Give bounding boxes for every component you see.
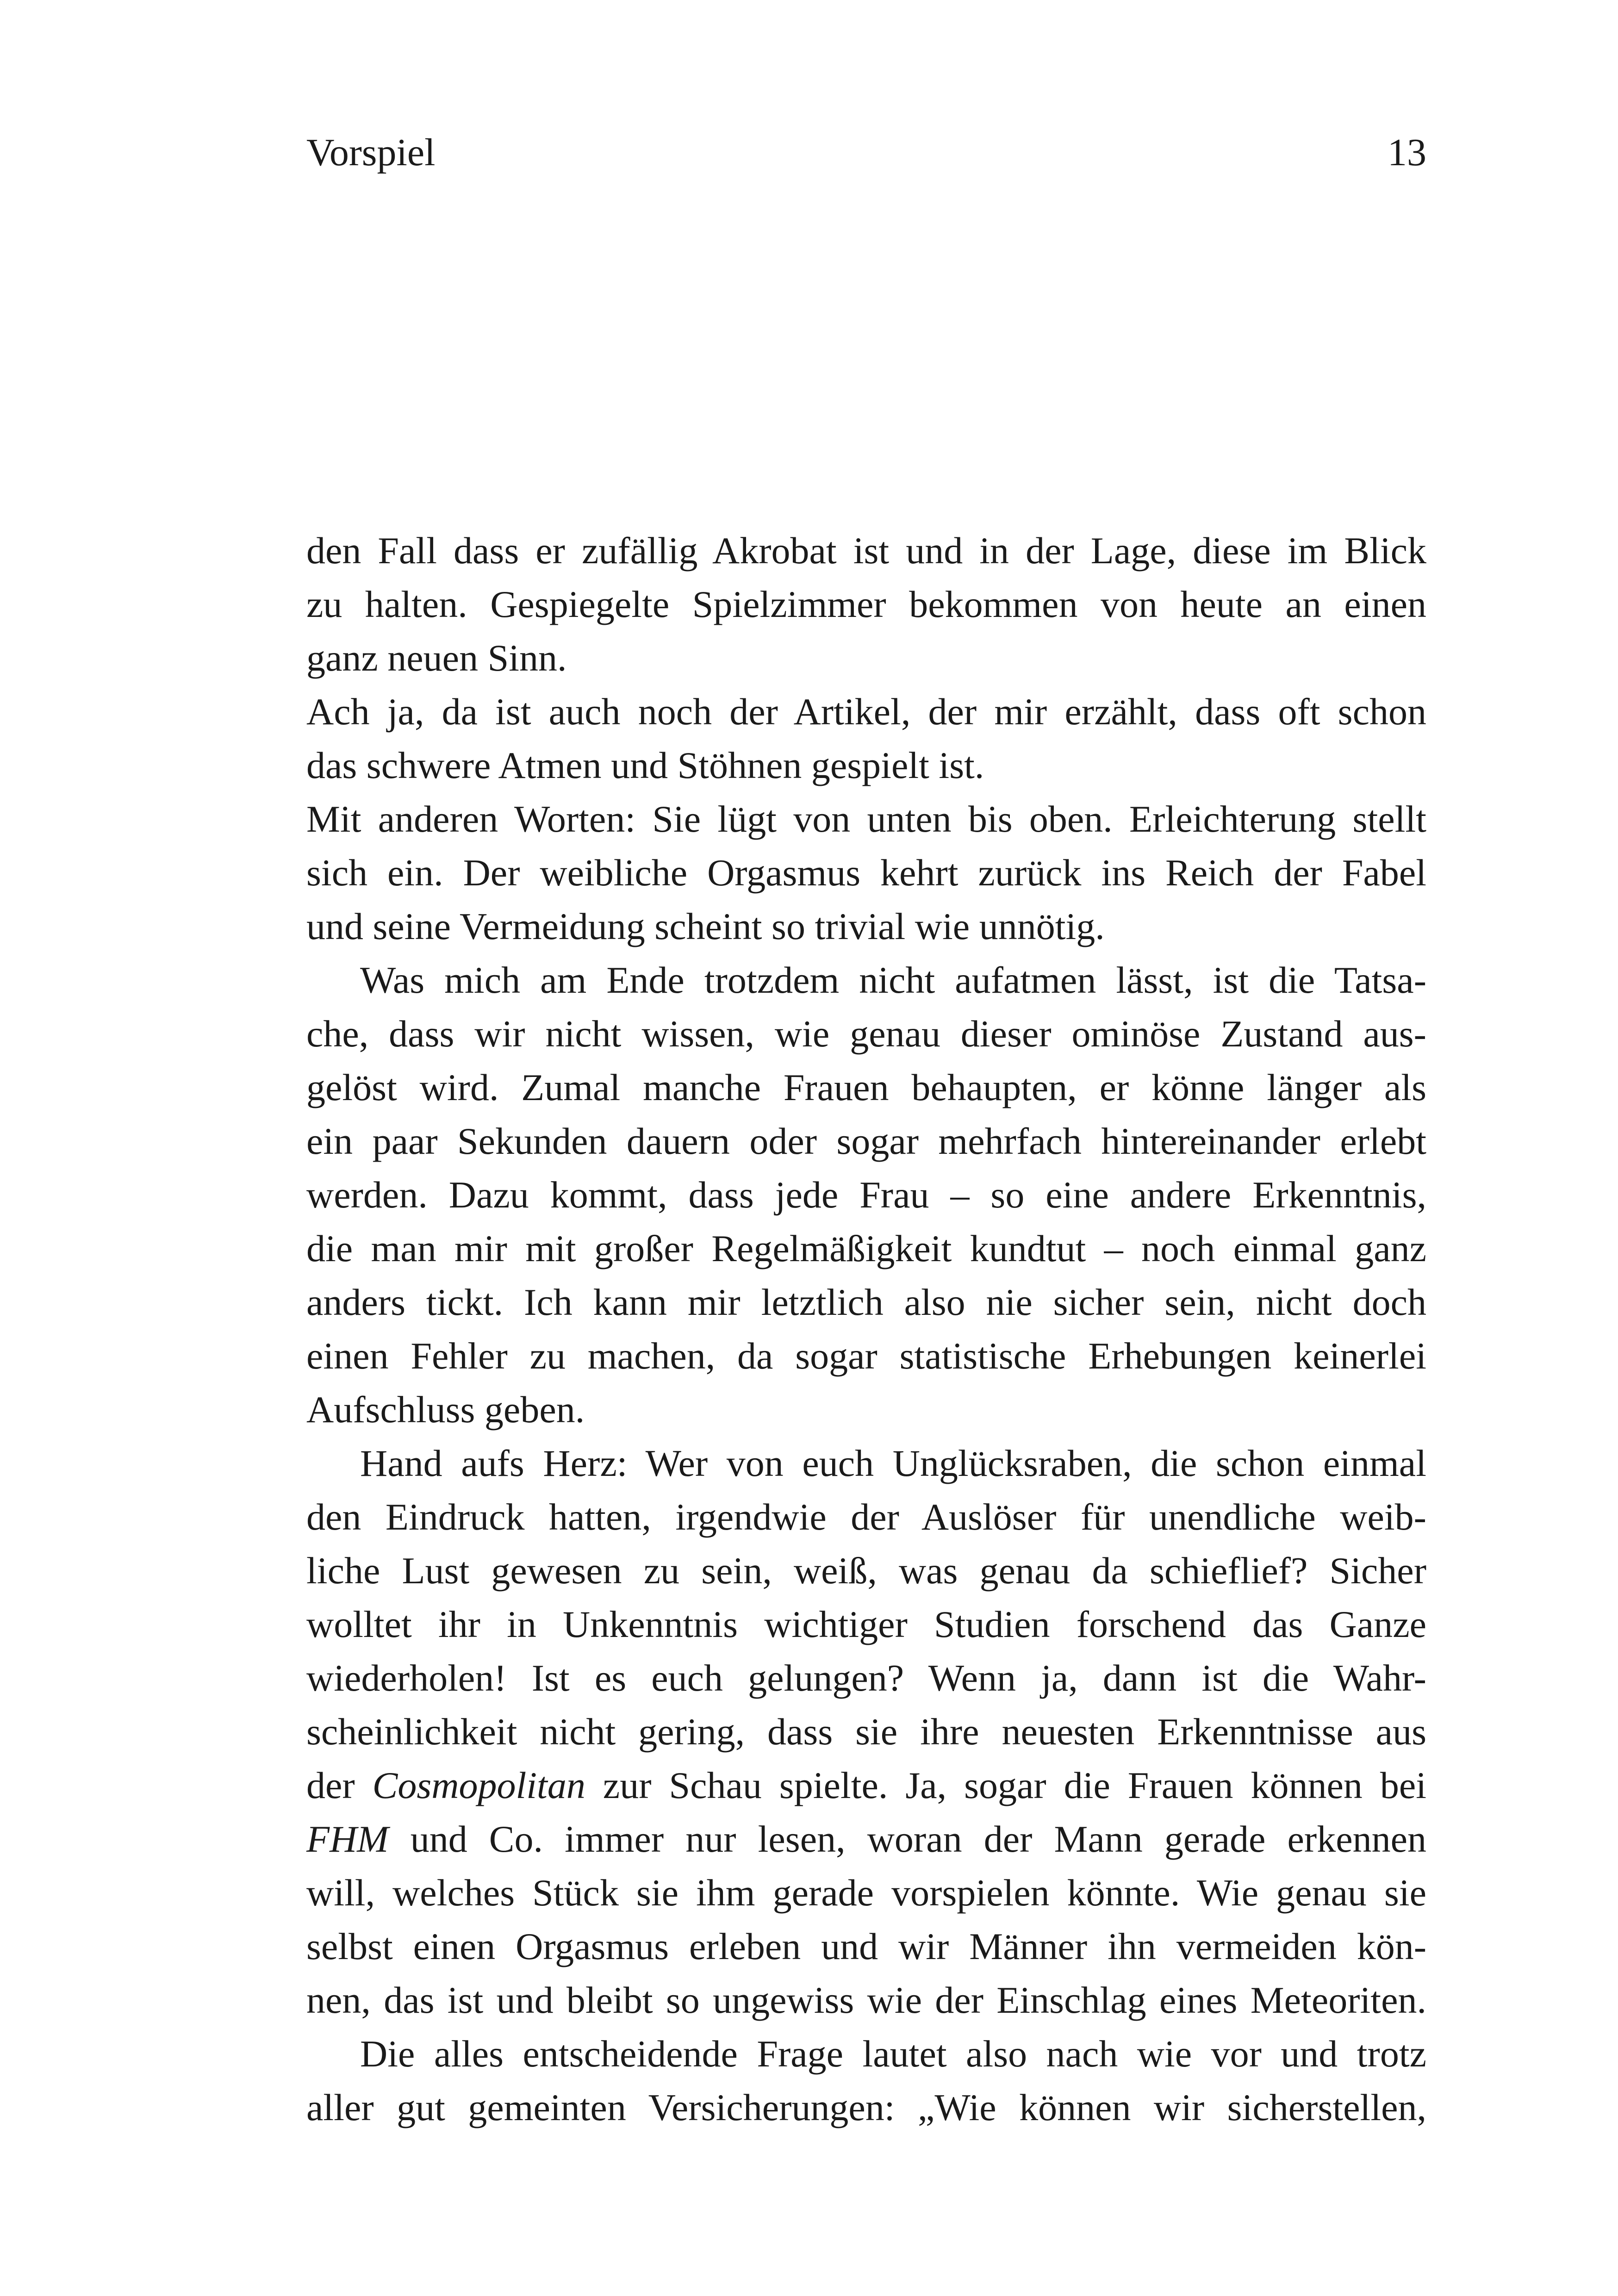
text-segment: nen, das ist und bleibt so ungewiss wie der Einschlag eines Meteoriten. [306,1979,1426,2021]
text-segment: den Eindruck hatten, irgendwie der Auslöser für unendliche weib- [306,1496,1426,1538]
text-line [306,1276,1426,1329]
text-line [306,1383,1426,1437]
text-line [306,1437,1426,1490]
text-segment: Was mich am Ende trotzdem nicht aufatmen lässt, ist die Tatsa- [360,959,1426,1001]
text-segment: Hand aufs Herz: Wer von euch Unglücksraben, die schon einmal [360,1442,1426,1484]
text-line [306,1222,1426,1276]
text-segment: und Co. immer nur lesen, woran der Mann gerade erkennen [388,1818,1426,1860]
running-header [306,125,1426,180]
text-segment: Mit anderen Worten: Sie lügt von unten bis oben. Erleichterung stellt [306,798,1426,840]
text-line [306,578,1426,631]
text-segment: Aufschluss geben. [306,1388,585,1431]
text-segment: che, dass wir nicht wissen, wie genau dieser ominöse Zustand aus- [306,1013,1426,1055]
text-line [306,1812,1426,1866]
text-segment: werden. Dazu kommt, dass jede Frau – so eine andere Erkenntnis, [306,1174,1426,1216]
text-line [306,1490,1426,1544]
text-line [306,1544,1426,1598]
text-line [306,1705,1426,1759]
text-segment: scheinlichkeit nicht gering, dass sie ihre neuesten Erkenntnisse aus [306,1711,1426,1753]
text-line [306,1598,1426,1651]
text-line [306,1329,1426,1383]
text-line [306,1168,1426,1222]
text-line [306,739,1426,792]
text-segment: liche Lust gewesen zu sein, weiß, was genau da schieflief? Sicher [306,1549,1426,1592]
text-line [306,1651,1426,1705]
text-line [306,846,1426,900]
text-segment: ein paar Sekunden dauern oder sogar mehrfach hintereinander erlebt [306,1120,1426,1162]
text-line [306,1920,1426,1973]
text-segment: zur Schau spielte. Ja, sogar die Frauen können bei [585,1764,1426,1806]
text-line [306,1866,1426,1920]
text-segment: gelöst wird. Zumal manche Frauen behaupten, er könne länger als [306,1066,1426,1108]
text-segment: ganz neuen Sinn. [306,637,567,679]
text-segment: wiederholen! Ist es euch gelungen? Wenn ja, dann ist die Wahr- [306,1657,1426,1699]
text-segment: selbst einen Orgasmus erleben und wir Männer ihn vermeiden kön- [306,1925,1426,1967]
page-number: 13 [1388,131,1426,174]
body-text [306,524,1426,2134]
italic-text-segment: FHM [306,1818,389,1860]
text-segment: einen Fehler zu machen, da sogar statistische Erhebungen keinerlei [306,1335,1426,1377]
section-title: Vorspiel [306,131,436,174]
text-segment: aller gut gemeinten Versicherungen: „Wie können wir sicherstellen, [306,2086,1426,2128]
text-line [306,1759,1426,1812]
text-line [306,792,1426,846]
text-segment: das schwere Atmen und Stöhnen gespielt ist. [306,744,984,786]
text-segment: und seine Vermeidung scheint so trivial wie unnötig. [306,905,1105,947]
text-segment: anders tickt. Ich kann mir letztlich also nie sicher sein, nicht doch [306,1281,1426,1323]
text-line [306,2081,1426,2134]
text-segment: wolltet ihr in Unkenntnis wichtiger Studien forschend das Ganze [306,1603,1426,1645]
text-segment: Die alles entscheidende Frage lautet also nach wie vor und trotz [360,2033,1426,2075]
text-segment: die man mir mit großer Regelmäßigkeit kundtut – noch einmal ganz [306,1227,1426,1269]
text-segment: will, welches Stück sie ihm gerade vorspielen könnte. Wie genau sie [306,1872,1426,1914]
text-line [306,1061,1426,1114]
text-segment: Ach ja, da ist auch noch der Artikel, der mir erzählt, dass oft schon [306,691,1426,733]
text-line [306,685,1426,739]
text-segment: der [306,1764,373,1806]
text-line [306,900,1426,953]
text-line [306,1007,1426,1061]
italic-text-segment: Cosmopolitan [372,1764,585,1806]
text-line [306,2027,1426,2081]
text-segment: zu halten. Gespiegelte Spielzimmer bekommen von heute an einen [306,583,1426,625]
text-segment: sich ein. Der weibliche Orgasmus kehrt zurück ins Reich der Fabel [306,852,1426,894]
text-line [306,953,1426,1007]
text-line [306,631,1426,685]
text-line [306,524,1426,578]
text-segment: den Fall dass er zufällig Akrobat ist und in der Lage, diese im Blick [306,529,1426,572]
text-line [306,1973,1426,2027]
text-line [306,1114,1426,1168]
